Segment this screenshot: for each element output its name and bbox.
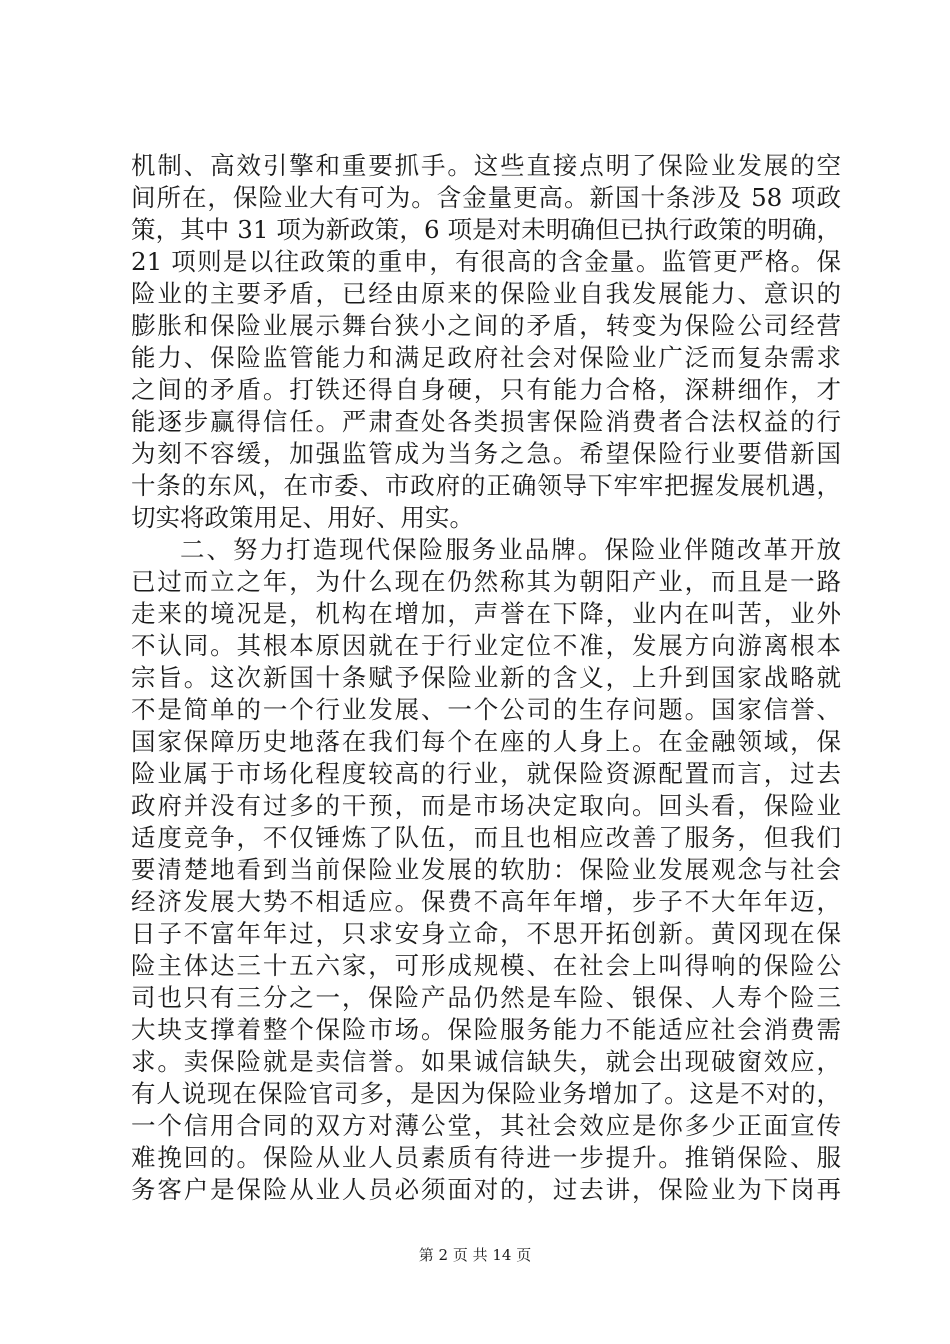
text-line: 难挽回的。保险从业人员素质有待进一步提升。推销保险、服: [131, 1143, 841, 1172]
text-line: 政府并没有过多的干预，而是市场决定取向。回头看，保险业: [131, 791, 841, 820]
text-line: 适度竞争，不仅锤炼了队伍，而且也相应改善了服务，但我们: [131, 823, 841, 852]
text-line: 二、努力打造现代保险服务业品牌。保险业伴随改革开放: [180, 535, 841, 564]
text-line: 十条的东风，在市委、市政府的正确领导下牢牢把握发展机遇，: [131, 471, 841, 500]
text-line: 间所在，保险业大有可为。含金量更高。新国十条涉及 58 项政: [131, 183, 841, 212]
text-line: 司也只有三分之一，保险产品仍然是车险、银保、人寿个险三: [131, 983, 841, 1012]
text-line: 大块支撑着整个保险市场。保险服务能力不能适应社会消费需: [131, 1015, 841, 1044]
text-line: 险业的主要矛盾，已经由原来的保险业自我发展能力、意识的: [131, 279, 841, 308]
text-line: 能力、保险监管能力和满足政府社会对保险业广泛而复杂需求: [131, 343, 841, 372]
text-line: 国家保障历史地落在我们每个在座的人身上。在金融领域，保: [131, 727, 841, 756]
text-line: 求。卖保险就是卖信誉。如果诚信缺失，就会出现破窗效应，: [131, 1047, 841, 1076]
text-line: 险业属于市场化程度较高的行业，就保险资源配置而言，过去: [131, 759, 841, 788]
text-line: 一个信用合同的双方对薄公堂，其社会效应是你多少正面宣传: [131, 1111, 841, 1140]
text-line: 有人说现在保险官司多，是因为保险业务增加了。这是不对的，: [131, 1079, 841, 1108]
text-line: 要清楚地看到当前保险业发展的软肋：保险业发展观念与社会: [131, 855, 841, 884]
text-line: 21 项则是以往政策的重申，有很高的含金量。监管更严格。保: [131, 247, 841, 276]
text-line: 不认同。其根本原因就在于行业定位不准，发展方向游离根本: [131, 631, 841, 660]
paragraph-1: [131, 150, 841, 534]
text-line: 策，其中 31 项为新政策，6 项是对未明确但已执行政策的明确，: [131, 215, 841, 244]
text-line: 走来的境况是，机构在增加，声誉在下降，业内在叫苦，业外: [131, 599, 841, 628]
text-line: 险主体达三十五六家，可形成规模、在社会上叫得响的保险公: [131, 951, 841, 980]
paragraph-2: [131, 534, 841, 1206]
text-line: 务客户是保险从业人员必须面对的，过去讲，保险业为下岗再: [131, 1175, 841, 1204]
text-line: 机制、高效引擎和重要抓手。这些直接点明了保险业发展的空: [131, 151, 841, 180]
text-line: 宗旨。这次新国十条赋予保险业新的含义，上升到国家战略就: [131, 663, 841, 692]
text-line: 之间的矛盾。打铁还得自身硬，只有能力合格，深耕细作，才: [131, 375, 841, 404]
text-line: 为刻不容缓，加强监管成为当务之急。希望保险行业要借新国: [131, 439, 841, 468]
text-line: 已过而立之年，为什么现在仍然称其为朝阳产业，而且是一路: [131, 567, 841, 596]
text-line: 膨胀和保险业展示舞台狭小之间的矛盾，转变为保险公司经营: [131, 311, 841, 340]
document-body: [131, 150, 841, 1206]
page-footer: 第 2 页 共 14 页: [418, 1246, 532, 1264]
text-line: 不是简单的一个行业发展、一个公司的生存问题。国家信誉、: [131, 695, 841, 724]
text-line: 日子不富年年过，只求安身立命，不思开拓创新。黄冈现在保: [131, 919, 841, 948]
text-line: 切实将政策用足、用好、用实。: [131, 503, 474, 532]
text-line: 经济发展大势不相适应。保费不高年年增，步子不大年年迈，: [131, 887, 841, 916]
text-line: 能逐步赢得信任。严肃查处各类损害保险消费者合法权益的行: [131, 407, 841, 436]
